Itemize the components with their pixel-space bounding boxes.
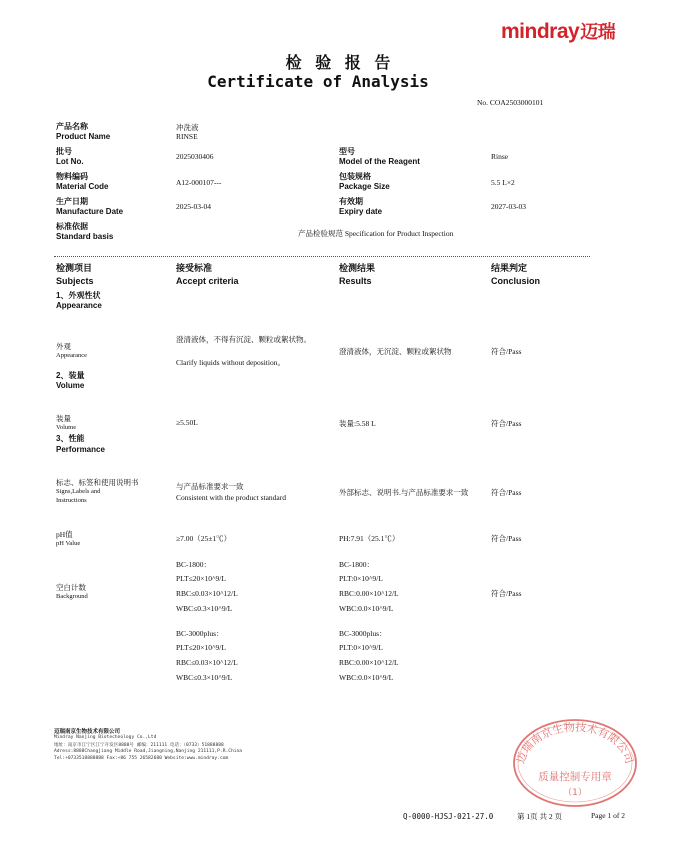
footer-address-en: Adress:8888Changjiang Middle Road,Jiangning,Nanjing 211111,P.R.China: [54, 749, 243, 754]
material-code-label-cn: 物料编码: [56, 172, 88, 181]
results-bc3000-line: BC-3000plus：: [339, 629, 387, 638]
footer-contact: Tel:+0733518888888 Fax:+86 755 26582680 Website:www.mindray.com: [54, 756, 229, 761]
section-performance-title-cn: 3、性能: [56, 434, 85, 443]
quality-control-stamp: [510, 715, 640, 810]
material-code-value: A12-000107---: [176, 178, 222, 187]
results-bc1800-line: WBC:0.0×10^9/L: [339, 604, 394, 613]
appearance-subject-cn: 外观: [56, 342, 71, 351]
volume-subject-cn: 装量: [56, 414, 71, 423]
manufacture-date-label-cn: 生产日期: [56, 197, 88, 206]
lot-no-label-en: Lot No.: [56, 157, 84, 166]
section-volume-title-en: Volume: [56, 381, 85, 390]
header-results-cn: 检测结果: [339, 263, 376, 273]
footer-company-cn: 迈瑞南京生物技术有限公司: [54, 729, 121, 735]
model-label-cn: 型号: [339, 147, 355, 156]
background-subject-en: Background: [56, 593, 88, 600]
header-results-en: Results: [339, 276, 372, 286]
section-appearance-title-en: Appearance: [56, 301, 102, 310]
page-indicator-cn: 第 1页 共 2 页: [517, 812, 562, 821]
background-subject-cn: 空白计数: [56, 583, 86, 592]
lot-no-label-cn: 批号: [56, 147, 72, 156]
criteria-bc3000-line: RBC≤0.03×10^12/L: [176, 658, 238, 667]
appearance-subject-en: Appearance: [56, 352, 88, 359]
results-bc3000-line: WBC:0.0×10^9/L: [339, 673, 394, 682]
labels-conclusion: 符合/Pass: [491, 488, 522, 497]
results-bc1800-line: BC-1800：: [339, 560, 375, 569]
product-name-label-en: Product Name: [56, 132, 111, 141]
header-subjects-cn: 检测项目: [56, 263, 93, 273]
manufacture-date-value: 2025-03-04: [176, 202, 211, 211]
section-volume-title-cn: 2、装量: [56, 371, 85, 380]
ph-conclusion: 符合/Pass: [491, 534, 522, 543]
footer-company-en: Mindray Nanjing Biotechnology Co.,Ltd: [54, 735, 157, 740]
standard-basis-value: 产品检验规范 Specification for Product Inspection: [298, 229, 454, 238]
page-indicator-en: Page 1 of 2: [591, 811, 625, 820]
title-en: Certificate of Analysis: [207, 72, 429, 91]
package-size-label-cn: 包装规格: [339, 172, 371, 181]
stamp-number: （1）: [563, 788, 587, 798]
section-appearance-title-cn: 1、外观性状: [56, 291, 101, 300]
criteria-bc3000-line: WBC≤0.3×10^9/L: [176, 673, 233, 682]
volume-criteria: ≥5.50L: [176, 418, 198, 427]
criteria-bc1800-line: PLT≤20×10^9/L: [176, 574, 226, 583]
material-code-label-en: Material Code: [56, 182, 109, 191]
logo-wordmark: mindray: [501, 20, 580, 43]
section-performance-title-en: Performance: [56, 445, 105, 454]
ph-result: PH:7.91（25.1℃）: [339, 534, 400, 543]
ph-criteria: ≥7.00（25±1℃）: [176, 534, 232, 543]
criteria-bc1800-line: BC-1800：: [176, 560, 212, 569]
product-name-label-cn: 产品名称: [56, 122, 88, 131]
expiry-date-label-cn: 有效期: [339, 197, 363, 206]
labels-subject-en1: Signs,Labels and: [56, 488, 101, 495]
header-criteria-en: Accept criteria: [176, 276, 239, 286]
manufacture-date-label-en: Manufacture Date: [56, 207, 124, 216]
mindray-logo: [501, 18, 615, 44]
doc-code: Q-0000-HJSJ-021-27.0: [403, 812, 494, 821]
appearance-criteria-en: Clarify liquids without deposition。: [176, 358, 285, 367]
model-label-en: Model of the Reagent: [339, 157, 420, 166]
volume-subject-en: Volume: [56, 424, 77, 431]
appearance-criteria-cn: 澄清液体，不得有沉淀、颗粒或絮状物。: [176, 335, 311, 344]
logo-cn: 迈瑞: [580, 22, 616, 42]
header-criteria-cn: 接受标准: [176, 263, 213, 273]
labels-subject-en2: Instructions: [56, 497, 87, 504]
labels-criteria-en: Consistent with the product standard: [176, 493, 286, 502]
stamp-arc-text: 迈瑞南京生物技术有限公司: [514, 720, 636, 766]
title-cn: 检 验 报 告: [285, 53, 395, 72]
doc-number: No. COA2503000101: [477, 98, 544, 107]
appearance-result: 澄清液体，无沉淀、颗粒或絮状物: [339, 347, 452, 356]
ph-subject-en: pH Value: [56, 540, 81, 547]
results-bc1800-line: RBC:0.00×10^12/L: [339, 589, 399, 598]
labels-criteria-cn: 与产品标准要求一致: [176, 482, 244, 491]
criteria-bc1800-line: WBC≤0.3×10^9/L: [176, 604, 233, 613]
product-name-value-en: RINSE: [176, 132, 198, 141]
header-subjects-en: Subjects: [56, 276, 94, 286]
footer-address-cn: 地址：南京市江宁区江宁开发区8888号 邮编：211111 电话：（0733）51888888: [54, 743, 224, 748]
background-conclusion: 符合/Pass: [491, 589, 522, 598]
product-name-value-cn: 冲洗液: [176, 123, 199, 132]
results-bc3000-line: PLT:0×10^9/L: [339, 643, 383, 652]
volume-result: 装量:5.58 L: [339, 419, 376, 428]
results-bc1800-line: PLT:0×10^9/L: [339, 574, 383, 583]
labels-subject-cn: 标志、标签和使用说明书: [56, 478, 139, 487]
header-conclusion-en: Conclusion: [491, 276, 540, 286]
expiry-date-label-en: Expiry date: [339, 207, 383, 216]
model-value: Rinse: [491, 152, 509, 161]
volume-conclusion: 符合/Pass: [491, 419, 522, 428]
expiry-date-value: 2027-03-03: [491, 202, 526, 211]
criteria-bc3000-line: BC-3000plus：: [176, 629, 224, 638]
lot-no-value: 2025030406: [176, 152, 214, 161]
package-size-label-en: Package Size: [339, 182, 390, 191]
criteria-bc3000-line: PLT≤20×10^9/L: [176, 643, 226, 652]
appearance-conclusion: 符合/Pass: [491, 347, 522, 356]
header-conclusion-cn: 结果判定: [491, 263, 528, 273]
standard-basis-label-cn: 标准依据: [56, 222, 88, 231]
stamp-center-text: 质量控制专用章: [538, 771, 612, 783]
labels-result: 外部标志、说明书.与产品标准要求一致: [339, 488, 469, 497]
criteria-bc1800-line: RBC≤0.03×10^12/L: [176, 589, 238, 598]
standard-basis-label-en: Standard basis: [56, 232, 114, 241]
results-bc3000-line: RBC:0.00×10^12/L: [339, 658, 399, 667]
table-divider: [54, 256, 590, 257]
ph-subject-cn: pH值: [56, 530, 73, 539]
package-size-value: 5.5 L×2: [491, 178, 515, 187]
